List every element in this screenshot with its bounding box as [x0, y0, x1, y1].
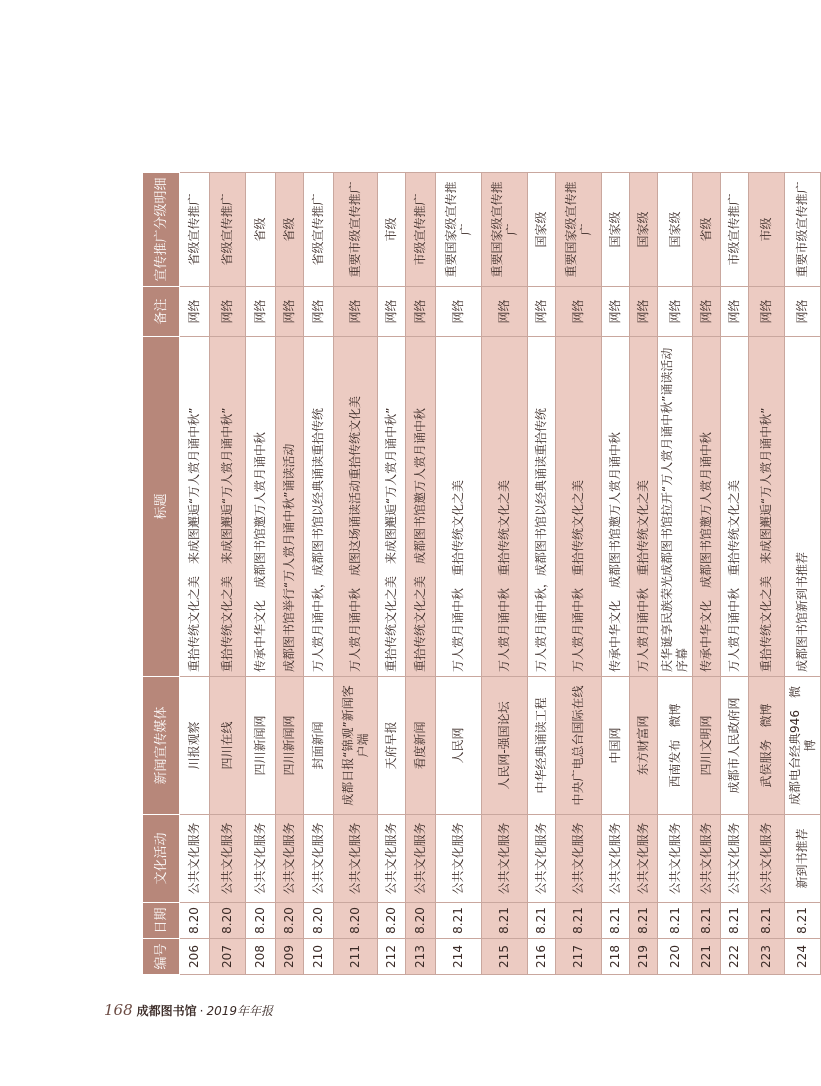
row-level: 省级宣传推广 — [304, 173, 334, 287]
table-body — [180, 173, 821, 975]
row-number: 214 — [436, 939, 482, 975]
row-title: 成都图书馆举行“万人赏月诵中秋”诵读活动 — [276, 337, 304, 677]
row-number: 220 — [658, 939, 693, 975]
header-level: 宣传推广分级明细 — [143, 173, 180, 287]
row-level: 省级 — [693, 173, 721, 287]
row-number: 217 — [556, 939, 602, 975]
row-media: 东方财富网 — [630, 677, 658, 815]
table-row — [436, 173, 482, 975]
row-date: 8.20 — [246, 903, 276, 939]
row-number: 208 — [246, 939, 276, 975]
row-activity: 公共文化服务 — [749, 815, 785, 903]
row-number: 219 — [630, 939, 658, 975]
row-number: 209 — [276, 939, 304, 975]
row-note: 网络 — [246, 287, 276, 337]
table-row — [246, 173, 276, 975]
row-note: 网络 — [785, 287, 821, 337]
row-date: 8.20 — [334, 903, 378, 939]
row-activity: 公共文化服务 — [693, 815, 721, 903]
header-title: 标题 — [143, 337, 180, 677]
row-title: 万人赏月诵中秋 成图这场诵读活动重拾传统文化美 — [334, 337, 378, 677]
row-date: 8.21 — [721, 903, 749, 939]
row-number: 221 — [693, 939, 721, 975]
row-media: 成都日报“锦观”新闻客户端 — [334, 677, 378, 815]
row-date: 8.21 — [436, 903, 482, 939]
row-date: 8.20 — [378, 903, 406, 939]
row-activity: 公共文化服务 — [721, 815, 749, 903]
table-row — [721, 173, 749, 975]
row-note: 网络 — [210, 287, 246, 337]
row-activity: 公共文化服务 — [210, 815, 246, 903]
row-level: 省级 — [246, 173, 276, 287]
table-row — [210, 173, 246, 975]
row-title: 重拾传统文化之美 来成图邂逅“万人赏月诵中秋” — [378, 337, 406, 677]
table-row — [406, 173, 436, 975]
row-date: 8.21 — [602, 903, 630, 939]
row-level: 重要国家级宣传推广 — [556, 173, 602, 287]
row-number: 218 — [602, 939, 630, 975]
row-date: 8.21 — [482, 903, 528, 939]
row-activity: 公共文化服务 — [276, 815, 304, 903]
row-number: 211 — [334, 939, 378, 975]
row-note: 网络 — [749, 287, 785, 337]
row-note: 网络 — [378, 287, 406, 337]
row-activity: 公共文化服务 — [304, 815, 334, 903]
row-level: 市级宣传推广 — [721, 173, 749, 287]
row-title: 万人赏月诵中秋，成都图书馆以经典诵读重拾传统 — [528, 337, 556, 677]
table-row — [378, 173, 406, 975]
row-media: 成都市人民政府网 — [721, 677, 749, 815]
row-number: 224 — [785, 939, 821, 975]
row-activity: 公共文化服务 — [436, 815, 482, 903]
row-media: 看度新闻 — [406, 677, 436, 815]
row-level: 市级宣传推广 — [406, 173, 436, 287]
row-title: 传承中华文化 成都图书馆邀万人赏月诵中秋 — [693, 337, 721, 677]
rotated-table-wrapper — [142, 173, 817, 975]
table-row — [482, 173, 528, 975]
row-level: 国家级 — [630, 173, 658, 287]
row-media: 川报观察 — [180, 677, 210, 815]
row-media: 四川新闻网 — [246, 677, 276, 815]
table-row — [630, 173, 658, 975]
row-level: 市级 — [378, 173, 406, 287]
row-title: 万人赏月诵中秋 重拾传统文化之美 — [630, 337, 658, 677]
row-level: 重要市级宣传推广 — [785, 173, 821, 287]
row-media: 人民网-强国论坛 — [482, 677, 528, 815]
row-number: 215 — [482, 939, 528, 975]
row-level: 省级 — [276, 173, 304, 287]
row-title: 万人赏月诵中秋 重拾传统文化之美 — [482, 337, 528, 677]
row-title: 传承中华文化 成都图书馆邀万人赏月诵中秋 — [246, 337, 276, 677]
row-media: 武侯服务 微博 — [749, 677, 785, 815]
row-level: 国家级 — [528, 173, 556, 287]
row-title: 万人赏月诵中秋 重拾传统文化之美 — [436, 337, 482, 677]
row-title: 重拾传统文化之美 成都图书馆邀万人赏月诵中秋 — [406, 337, 436, 677]
table-row — [304, 173, 334, 975]
page-footer — [104, 1000, 273, 1019]
row-activity: 公共文化服务 — [246, 815, 276, 903]
row-note: 网络 — [528, 287, 556, 337]
table-row — [180, 173, 210, 975]
table-row — [693, 173, 721, 975]
row-date: 8.20 — [210, 903, 246, 939]
row-number: 216 — [528, 939, 556, 975]
row-level: 市级 — [749, 173, 785, 287]
header-note: 备注 — [143, 287, 180, 337]
row-media: 中华经典诵读工程 — [528, 677, 556, 815]
row-activity: 公共文化服务 — [378, 815, 406, 903]
row-activity: 公共文化服务 — [528, 815, 556, 903]
row-media: 成都电台经典946 微博 — [785, 677, 821, 815]
row-number: 222 — [721, 939, 749, 975]
header-activity: 文化活动 — [143, 815, 180, 903]
row-media: 四川文明网 — [693, 677, 721, 815]
row-date: 8.21 — [785, 903, 821, 939]
row-date: 8.21 — [528, 903, 556, 939]
row-date: 8.21 — [749, 903, 785, 939]
row-level: 国家级 — [602, 173, 630, 287]
publicity-table — [142, 172, 821, 975]
row-media: 封面新闻 — [304, 677, 334, 815]
header-date: 日期 — [143, 903, 180, 939]
row-level: 省级宣传推广 — [180, 173, 210, 287]
table-row — [658, 173, 693, 975]
row-media: 人民网 — [436, 677, 482, 815]
row-number: 223 — [749, 939, 785, 975]
row-level: 重要国家级宣传推广 — [436, 173, 482, 287]
row-level: 重要国家级宣传推广 — [482, 173, 528, 287]
row-title: 庆华诞享民族荣光成都图书馆拉开“万人赏月诵中秋”诵读活动序幕 — [658, 337, 693, 677]
table-row — [276, 173, 304, 975]
table-row — [602, 173, 630, 975]
row-activity: 公共文化服务 — [180, 815, 210, 903]
row-media: 西南发布 微博 — [658, 677, 693, 815]
row-note: 网络 — [602, 287, 630, 337]
row-number: 212 — [378, 939, 406, 975]
row-date: 8.20 — [406, 903, 436, 939]
row-date: 8.21 — [658, 903, 693, 939]
row-activity: 公共文化服务 — [602, 815, 630, 903]
row-activity: 公共文化服务 — [658, 815, 693, 903]
row-date: 8.20 — [304, 903, 334, 939]
row-level: 重要市级宣传推广 — [334, 173, 378, 287]
row-note: 网络 — [436, 287, 482, 337]
row-note: 网络 — [721, 287, 749, 337]
row-title: 成都图书馆新到书推荐 — [785, 337, 821, 677]
row-title: 万人赏月诵中秋 重拾传统文化之美 — [556, 337, 602, 677]
row-activity: 公共文化服务 — [406, 815, 436, 903]
row-level: 国家级 — [658, 173, 693, 287]
row-note: 网络 — [693, 287, 721, 337]
row-media: 四川在线 — [210, 677, 246, 815]
row-date: 8.20 — [180, 903, 210, 939]
report-name: 2019年年报 — [206, 1004, 274, 1018]
header-number: 编号 — [143, 939, 180, 975]
page-number: 168 — [104, 1001, 133, 1019]
row-media: 天府早报 — [378, 677, 406, 815]
row-media: 中央广电总台国际在线 — [556, 677, 602, 815]
row-number: 210 — [304, 939, 334, 975]
table-row — [749, 173, 785, 975]
row-note: 网络 — [556, 287, 602, 337]
table-header-row — [143, 173, 180, 975]
row-activity: 公共文化服务 — [556, 815, 602, 903]
row-note: 网络 — [276, 287, 304, 337]
library-name: 成都图书馆 — [136, 1004, 197, 1018]
table-row — [334, 173, 378, 975]
row-note: 网络 — [406, 287, 436, 337]
row-date: 8.20 — [276, 903, 304, 939]
row-date: 8.21 — [630, 903, 658, 939]
row-date: 8.21 — [556, 903, 602, 939]
row-number: 213 — [406, 939, 436, 975]
row-level: 省级宣传推广 — [210, 173, 246, 287]
row-note: 网络 — [658, 287, 693, 337]
table-row — [785, 173, 821, 975]
header-media: 新闻宣传媒体 — [143, 677, 180, 815]
table-row — [528, 173, 556, 975]
row-note: 网络 — [482, 287, 528, 337]
row-media: 中国网 — [602, 677, 630, 815]
row-title: 万人赏月诵中秋，成都图书馆以经典诵读重拾传统 — [304, 337, 334, 677]
row-number: 206 — [180, 939, 210, 975]
row-number: 207 — [210, 939, 246, 975]
table-row — [556, 173, 602, 975]
footer-separator: · — [199, 1004, 204, 1018]
row-title: 重拾传统文化之美 来成图邂逅“万人赏月诵中秋” — [180, 337, 210, 677]
row-note: 网络 — [180, 287, 210, 337]
row-title: 重拾传统文化之美 来成图邂逅“万人赏月诵中秋” — [210, 337, 246, 677]
row-date: 8.21 — [693, 903, 721, 939]
row-activity: 新到书推荐 — [785, 815, 821, 903]
row-title: 重拾传统文化之美 来成图邂逅“万人赏月诵中秋” — [749, 337, 785, 677]
row-activity: 公共文化服务 — [630, 815, 658, 903]
row-note: 网络 — [304, 287, 334, 337]
row-title: 传承中华文化 成都图书馆邀万人赏月诵中秋 — [602, 337, 630, 677]
row-title: 万人赏月诵中秋 重拾传统文化之美 — [721, 337, 749, 677]
row-media: 四川新闻网 — [276, 677, 304, 815]
row-activity: 公共文化服务 — [482, 815, 528, 903]
row-note: 网络 — [334, 287, 378, 337]
row-note: 网络 — [630, 287, 658, 337]
row-activity: 公共文化服务 — [334, 815, 378, 903]
